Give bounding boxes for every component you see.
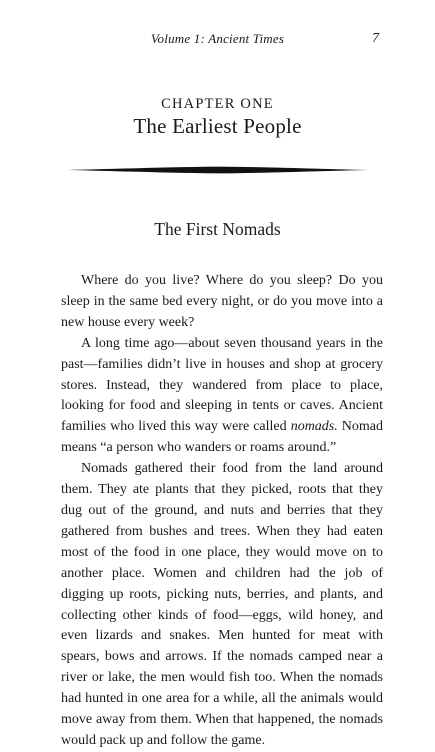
page-number: 7 (372, 31, 379, 46)
chapter-label: CHAPTER ONE (161, 96, 274, 112)
paragraph-2 (61, 334, 383, 459)
body-text (61, 271, 383, 752)
chapter-title: The Earliest People (133, 114, 302, 138)
paragraph-2-text-after: Nomad means “a person who wanders or roams around.” (61, 419, 384, 456)
paragraph-2-text-before: A long time ago—about seven thousand years in the past—families didn’t live in houses and shop at grocery stores. Instead, they wandered from place to place, looking for food and sleeping in tents or caves. Ancient families who lived this way were called (61, 335, 383, 435)
emphasized-term: nomads. (290, 419, 338, 435)
chapter-divider (68, 165, 368, 175)
section-title: The First Nomads (154, 219, 281, 239)
paragraph-1: Where do you live? Where do you sleep? Do you sleep in the same bed every night, or do you move into a new house every week? (61, 273, 383, 330)
paragraph-3: Nomads gathered their food from the land around them. They ate plants that they picked, roots that they dug out of the ground, and nuts and berries that they gathered from bushes and trees. When they had eaten most of the food in one place, they would move on to another place. Women and children had the job of digging up roots, picking nuts, berries, and plants, and collecting other kinds of food—eggs, wild honey, and even lizards and snakes. Men hunted for meat with spears, bows and arrows. If the nomads camped near a river or lake, the men would fish too. When the nomads had hunted in one area for a while, all the animals would move away from them. When that happened, the nomads would pack up and follow the game. (61, 461, 383, 748)
running-title: Volume 1: Ancient Times (150, 31, 285, 46)
running-head (0, 31, 435, 51)
